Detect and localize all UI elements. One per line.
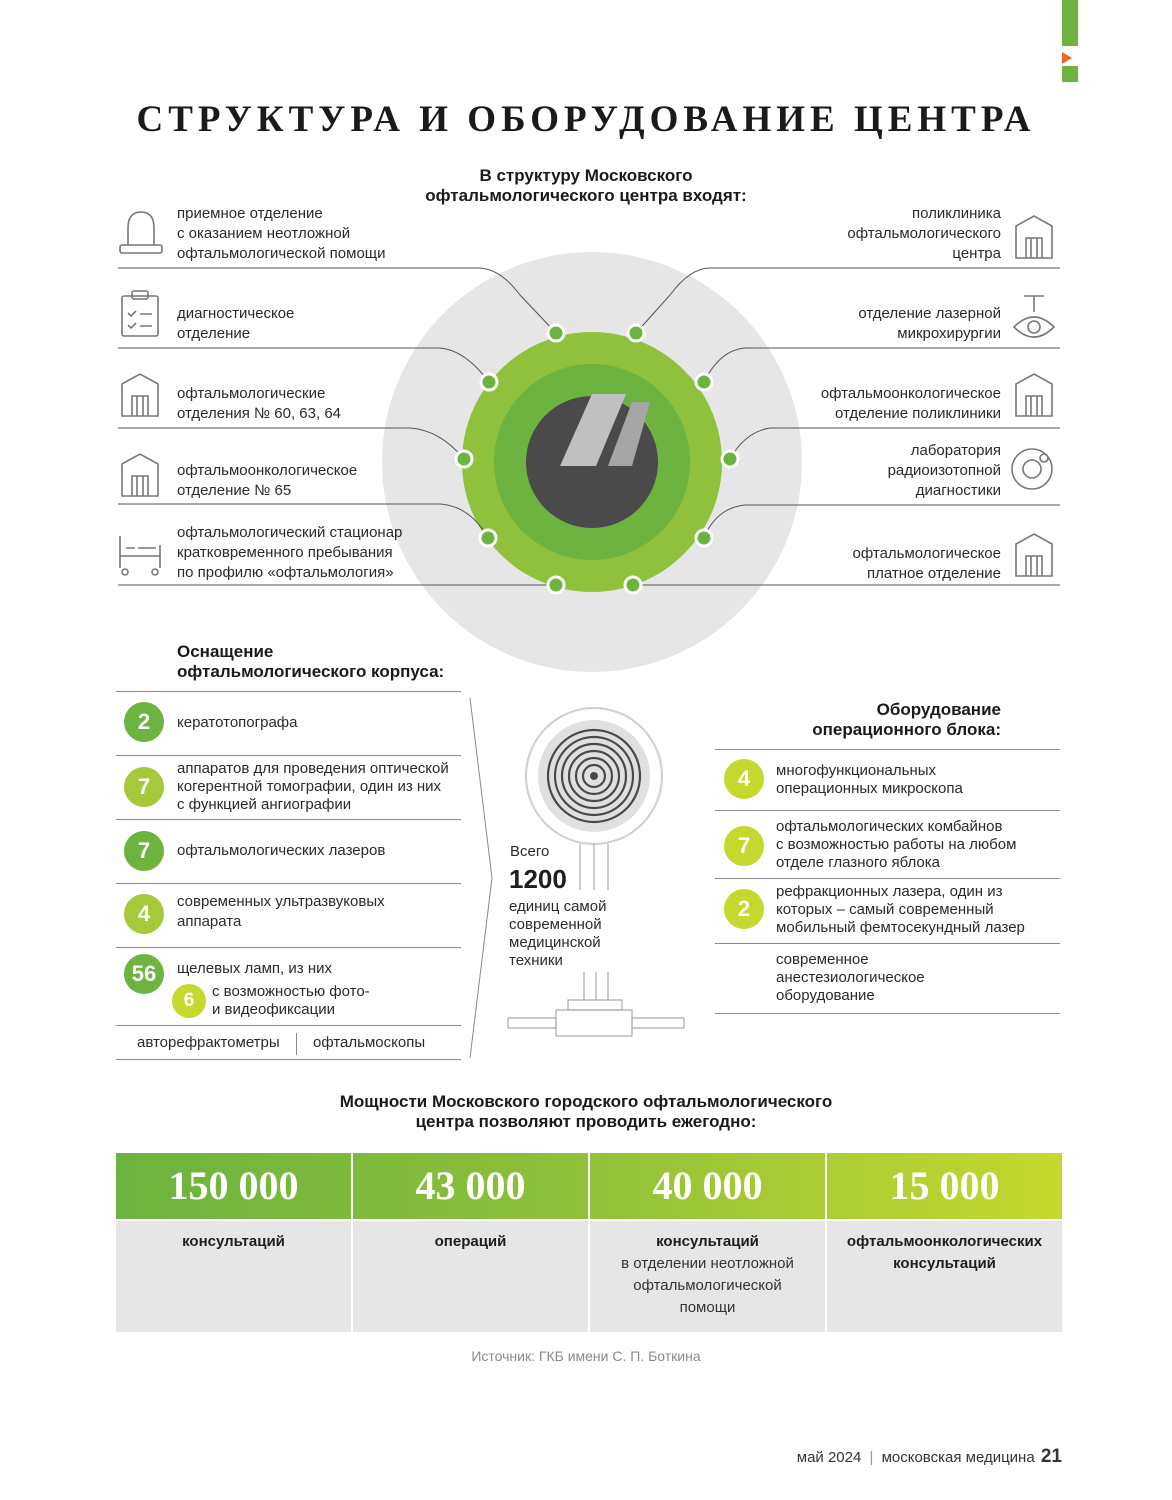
equipment-bracket xyxy=(470,698,492,1058)
divider xyxy=(715,878,1060,879)
stat-cell: операций xyxy=(353,1221,588,1332)
structure-item-paid-dept: офтальмологическое платное отделение xyxy=(852,545,1001,582)
building-icon xyxy=(1016,374,1052,416)
building-icon xyxy=(1016,534,1052,576)
stat-value: 15 000 xyxy=(889,1163,1000,1208)
divider xyxy=(116,1059,461,1060)
hospital-bed-icon xyxy=(120,536,160,575)
count-badge: 2 xyxy=(724,889,764,929)
stat-value: 40 000 xyxy=(652,1163,763,1208)
structure-item-ophthalmology-depts: офтальмологические отделения № 60, 63, 64 xyxy=(177,385,342,422)
operating-item-refractive-lasers: рефракционных лазера, один из которых – самый современный мобильный фемтосекундный лазер xyxy=(776,883,1025,936)
divider xyxy=(715,749,1060,750)
divider xyxy=(116,819,461,820)
equipment-extra-ophthalmoscopes: офтальмоскопы xyxy=(313,1034,426,1051)
count-badge: 7 xyxy=(724,826,764,866)
divider xyxy=(715,810,1060,811)
total-label: единиц самой современной медицинской техники xyxy=(509,898,607,969)
equipment-item-lasers: офтальмологических лазеров xyxy=(177,842,386,859)
divider xyxy=(715,1013,1060,1014)
count-badge: 56 xyxy=(124,954,164,994)
stat-cell: консультаций в отделении неотложной офтальмологической помощи xyxy=(590,1221,825,1332)
radioisotope-icon xyxy=(1012,449,1052,489)
structure-item-oncology-65: офтальмоонкологическое отделение № 65 xyxy=(177,462,358,499)
building-icon xyxy=(1016,216,1052,258)
capacity-table xyxy=(116,1153,1062,1332)
source-note: Источник: ГКБ имени С. П. Боткина xyxy=(471,1348,701,1364)
page-title: СТРУКТУРА И ОБОРУДОВАНИЕ ЦЕНТРА xyxy=(136,99,1036,140)
equipment-item-ultrasound: современных ультразвуковых аппарата xyxy=(177,893,385,930)
structure-item-polyclinic: поликлиника офтальмологического центра xyxy=(847,205,1001,262)
structure-item-laser-microsurgery: отделение лазерной микрохирургии xyxy=(858,305,1001,342)
divider xyxy=(116,883,461,884)
divider xyxy=(116,1025,461,1026)
divider xyxy=(116,755,461,756)
equipment-item-oct: аппаратов для проведения оптической когерентной томографии, один из них с функцией ангиографии xyxy=(177,760,449,813)
structure-heading: В структуру Московского офтальмологического центра входят: xyxy=(425,166,747,205)
equipment-extra-autorefractometers: авторефрактометры xyxy=(137,1034,280,1051)
stat-value: 43 000 xyxy=(415,1163,526,1208)
capacity-heading: Мощности Московского городского офтальмологического центра позволяют проводить ежегодно: xyxy=(339,1092,833,1131)
operating-item-microscopes: многофункциональных операционных микроскопа xyxy=(776,762,963,797)
structure-item-emergency: приемное отделение с оказанием неотложной офтальмологической помощи xyxy=(177,205,386,262)
count-badge: 4 xyxy=(124,894,164,934)
count-badge: 7 xyxy=(124,831,164,871)
count-badge: 2 xyxy=(124,702,164,742)
divider xyxy=(296,1033,297,1055)
structure-item-diagnostic: диагностическое отделение xyxy=(177,305,295,342)
building-icon xyxy=(122,454,158,496)
siren-icon xyxy=(120,212,162,253)
footer-date: май 2024 xyxy=(796,1449,862,1466)
clipboard-icon xyxy=(122,291,158,336)
structure-item-oncology-polyclinic: офтальмоонкологическое отделение поликлиники xyxy=(820,385,1001,422)
operating-heading: Оборудование операционного блока: xyxy=(812,700,1001,739)
page-footer xyxy=(797,1446,1062,1468)
total-label-top: Всего xyxy=(510,843,550,860)
building-icon xyxy=(122,374,158,416)
equipment-item-slit-lamps: щелевых ламп, из них xyxy=(177,960,332,977)
equipment-subitem-photo: с возможностью фото- и видеофиксации xyxy=(212,983,370,1018)
stat-cell: офтальмоонкологических консультаций xyxy=(827,1221,1062,1332)
structure-item-day-hospital: офтальмологический стационар кратковременного пребывания по профилю «офтальмология» xyxy=(177,524,403,581)
stat-cell: консультаций xyxy=(116,1221,351,1332)
footer-magazine: московская медицина xyxy=(881,1449,1035,1466)
divider xyxy=(715,943,1060,944)
count-badge-sub: 6 xyxy=(172,984,206,1018)
operating-item-combines: офтальмологических комбайнов с возможностью работы на любом отделе глазного яблока xyxy=(776,818,1017,871)
equipment-item-keratotopograph: кератотопографа xyxy=(177,714,298,731)
count-badge: 7 xyxy=(124,767,164,807)
divider xyxy=(116,947,461,948)
page-number: 21 xyxy=(1040,1446,1062,1467)
footer-separator: | xyxy=(869,1449,874,1466)
laser-eye-icon xyxy=(1014,296,1054,337)
divider xyxy=(116,691,461,692)
count-badge: 4 xyxy=(724,759,764,799)
stat-value: 150 000 xyxy=(168,1163,299,1208)
equipment-heading: Оснащение офтальмологического корпуса: xyxy=(177,642,445,681)
total-value: 1200 xyxy=(509,864,567,894)
operating-item-anesthesia: современное анестезиологическое оборудование xyxy=(776,951,925,1004)
structure-item-radioisotope-lab: лаборатория радиоизотопной диагностики xyxy=(887,442,1001,499)
